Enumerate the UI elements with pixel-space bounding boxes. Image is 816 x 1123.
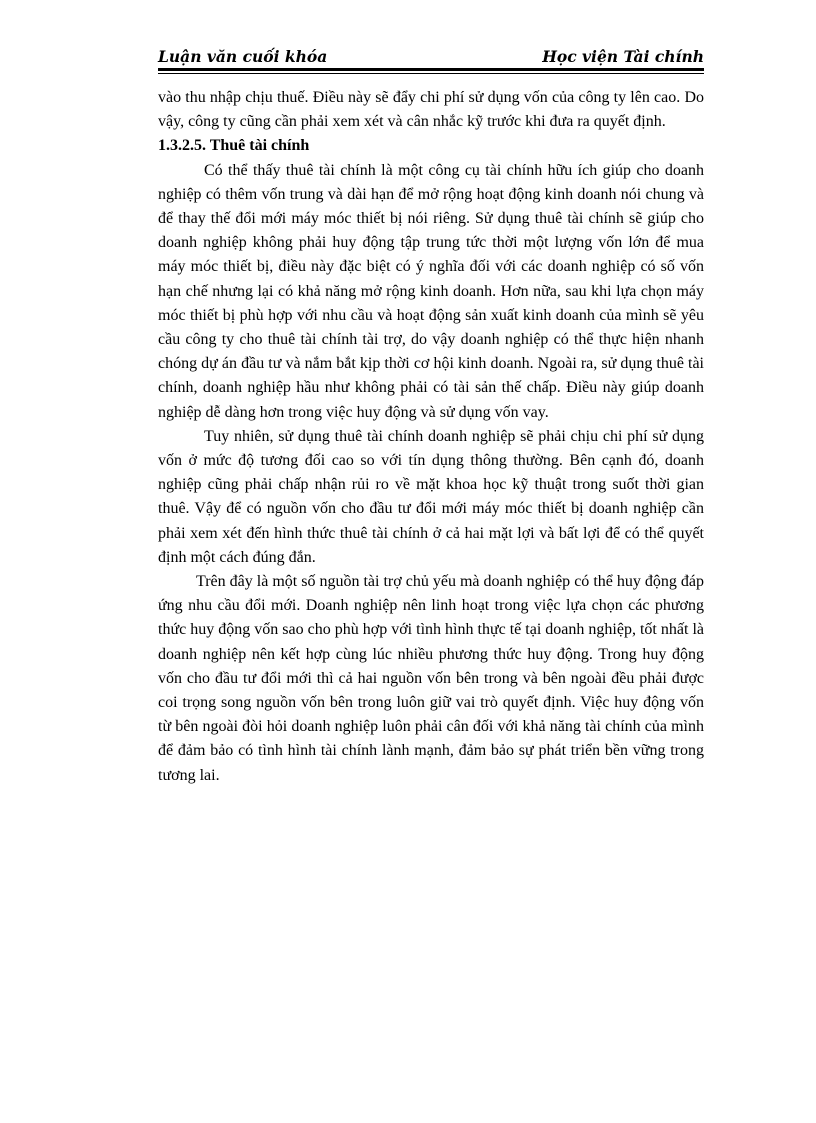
paragraph-conclusion: Trên đây là một số nguồn tài trợ chủ yếu mà doanh nghiệp có thể huy động đáp ứng nhu cầu đổi mới. Doanh nghiệp nên linh hoạt trong việc lựa chọn các phương thức huy động vốn sao cho phù hợp với tình hình thực tế tại doanh nghiệp, tốt nhất là doanh nghiệp nên kết hợp cùng lúc nhiều phương thức huy động. Trong huy động vốn cho đầu tư đổi mới thì cả hai nguồn vốn bên trong và bên ngoài đều phải được coi trọng song nguồn vốn bên trong luôn giữ vai trò quyết định. Việc huy động vốn từ bên ngoài đòi hỏi doanh nghiệp luôn phải cân đối với khả năng tài chính của mình để đảm bảo có tình hình tài chính lành mạnh, đảm bảo sự phát triển bền vững trong tương lai. — [158, 573, 704, 784]
header-right-title: Học viện Tài chính — [542, 47, 704, 66]
paragraph-financial-leasing: Có thể thấy thuê tài chính là một công cụ tài chính hữu ích giúp cho doanh nghiệp có thêm vốn trung và dài hạn để mở rộng hoạt động kinh doanh nói chung và để thay thế đổi mới máy móc thiết bị nói riêng. Sử dụng thuê tài chính sẽ giúp cho doanh nghiệp không phải huy động tập trung tức thời một lượng vốn lớn để mua máy móc thiết bị, điều này đặc biệt có ý nghĩa đối với các doanh nghiệp có số vốn hạn chế nhưng lại có khả năng mở rộng kinh doanh. Hơn nữa, sau khi lựa chọn máy móc thiết bị phù hợp với nhu cầu và hoạt động sản xuất kinh doanh của mình sẽ yêu cầu công ty cho thuê tài chính tài trợ, do vậy doanh nghiệp có thể thực hiện nhanh chóng dự án đầu tư và nắm bắt kịp thời cơ hội kinh doanh. Ngoài ra, sử dụng thuê tài chính, doanh nghiệp hầu như không phải có tài sản thế chấp. Điều này giúp doanh nghiệp dễ dàng hơn trong việc huy động và sử dụng vốn vay. — [158, 161, 704, 421]
header-rule-thin — [158, 73, 704, 74]
paragraph-leasing-drawbacks: Tuy nhiên, sử dụng thuê tài chính doanh nghiệp sẽ phải chịu chi phí sử dụng vốn ở mức độ tương đối cao so với tín dụng thông thường. Bên cạnh đó, doanh nghiệp cũng phải chấp nhận rủi ro về mặt khoa học kỹ thuật trong suốt thời gian thuê. Vậy để có nguồn vốn cho đầu tư đổi mới máy móc thiết bị doanh nghiệp cần phải xem xét đến hình thức thuê tài chính ở cả hai mặt lợi và bất lợi để có thể quyết định một cách đúng đắn. — [158, 427, 704, 566]
header-rule-thick — [158, 68, 704, 71]
body-text — [158, 86, 704, 788]
page-header — [158, 47, 704, 69]
header-left-title: Luận văn cuối khóa — [158, 47, 328, 66]
section-heading: 1.3.2.5. Thuê tài chính — [158, 137, 310, 155]
paragraph-continuation: vào thu nhập chịu thuế. Điều này sẽ đẩy chi phí sử dụng vốn của công ty lên cao. Do vậy, công ty cũng cần phải xem xét và cân nhắc kỹ trước khi đưa ra quyết định. — [158, 89, 704, 131]
